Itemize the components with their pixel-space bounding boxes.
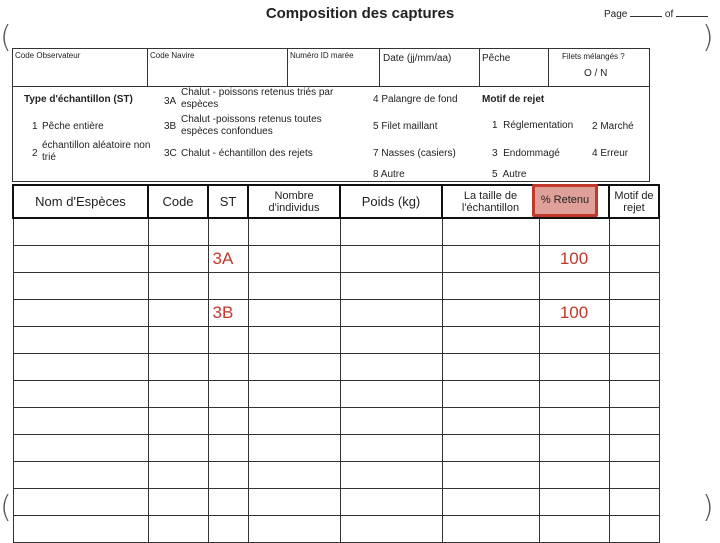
motif-2-label: Marché [600,121,634,132]
table-cell[interactable] [208,381,248,408]
motif-1-code: 1 [492,120,498,131]
table-cell[interactable] [609,246,659,273]
species-table [12,184,660,543]
oui-non-choice[interactable]: O / N [584,68,608,79]
table-cell[interactable] [208,516,248,543]
motif-1-label: Réglementation [503,120,574,131]
table-cell[interactable] [609,354,659,381]
table-row [13,435,659,462]
table-cell[interactable] [539,462,609,489]
table-cell[interactable] [13,489,148,516]
table-cell[interactable]: 3A [208,246,248,273]
table-cell[interactable] [609,516,659,543]
table-cell[interactable] [248,435,340,462]
peche-cell[interactable] [479,48,549,86]
table-cell[interactable] [248,246,340,273]
table-cell[interactable] [248,327,340,354]
page-label: Page [604,9,628,20]
sample-type-1-code: 1 [32,121,38,132]
table-cell[interactable] [148,273,208,300]
table-cell[interactable] [609,462,659,489]
table-cell[interactable] [442,246,539,273]
table-cell[interactable] [340,327,442,354]
st-3c-label: Chalut - échantillon des rejets [181,148,313,159]
table-cell[interactable] [340,218,442,246]
table-cell[interactable] [208,408,248,435]
table-row [13,246,659,273]
of-label: of [664,9,674,20]
table-cell[interactable] [442,435,539,462]
gear-8-code: 8 [373,169,379,180]
table-cell[interactable] [609,408,659,435]
table-row [13,218,659,246]
col-motif-rejet: Motif de rejet [609,185,659,218]
gear-5 [373,121,437,133]
table-cell[interactable] [248,516,340,543]
table-cell[interactable] [248,408,340,435]
table-cell[interactable] [13,327,148,354]
table-cell[interactable] [609,218,659,246]
motif-4-label: Erreur [600,148,629,159]
table-cell[interactable] [340,435,442,462]
table-cell[interactable] [442,273,539,300]
table-cell[interactable] [609,273,659,300]
motif-1 [492,120,573,132]
gear-7-code: 7 [373,148,379,159]
table-cell[interactable] [442,489,539,516]
date-cell[interactable] [379,48,480,86]
table-cell[interactable] [340,246,442,273]
sample-type-2-code: 2 [32,148,38,159]
table-cell[interactable] [442,354,539,381]
table-cell[interactable] [609,327,659,354]
table-cell[interactable] [13,300,148,327]
left-paren-bottom: ( [0,490,12,525]
table-cell[interactable] [208,273,248,300]
table-cell[interactable] [539,516,609,543]
gear-4-label: Palangre de fond [381,94,458,105]
peche-label: Pêche [482,53,511,64]
table-cell[interactable] [13,435,148,462]
table-row [13,489,659,516]
table-cell[interactable]: 100 [539,300,609,327]
table-cell[interactable] [609,381,659,408]
table-cell[interactable] [442,516,539,543]
gear-7-label: Nasses (casiers) [381,148,456,159]
gear-8 [373,169,405,181]
st-3c-code: 3C [164,148,177,159]
table-cell[interactable] [13,354,148,381]
code-observateur-cell[interactable] [12,48,148,86]
table-cell[interactable] [609,489,659,516]
table-cell[interactable] [539,435,609,462]
table-cell[interactable] [340,273,442,300]
table-row [13,408,659,435]
gear-5-code: 5 [373,121,379,132]
col-code: Code [148,185,208,218]
table-cell[interactable] [609,435,659,462]
table-cell[interactable] [148,435,208,462]
table-cell[interactable] [13,408,148,435]
sample-type-2-label: échantillon aléatoire non trié [42,140,151,163]
table-cell[interactable] [442,218,539,246]
col-nom-especes: Nom d'Espèces [13,185,148,218]
table-cell[interactable] [208,435,248,462]
table-cell[interactable] [340,408,442,435]
table-cell[interactable] [248,462,340,489]
table-row [13,273,659,300]
motif-3-code: 3 [492,148,498,159]
table-cell[interactable] [248,218,340,246]
gear-7 [373,148,456,160]
table-cell[interactable] [539,408,609,435]
table-cell[interactable] [148,408,208,435]
table-cell[interactable] [442,462,539,489]
motif-4 [592,148,628,160]
table-cell[interactable] [148,300,208,327]
table-cell[interactable] [208,462,248,489]
table-cell[interactable] [340,300,442,327]
motif-5 [492,169,526,181]
table-cell[interactable] [148,489,208,516]
table-cell[interactable]: 100 [539,246,609,273]
table-cell[interactable] [340,462,442,489]
table-cell[interactable] [13,462,148,489]
st-3a-label: Chalut - poissons retenus triés par espèces [181,87,334,110]
table-cell[interactable] [609,300,659,327]
table-cell[interactable]: 3B [208,300,248,327]
page-total-blank[interactable] [676,7,708,17]
sample-type-title: Type d'échantillon (ST) [24,94,133,105]
st-3b-label: Chalut -poissons retenus toutes espèces confondues [181,114,322,137]
gear-8-label: Autre [380,169,405,180]
table-cell[interactable] [13,273,148,300]
motif-5-label: Autre [502,169,527,180]
table-row [13,381,659,408]
page-number-info [604,7,708,20]
table-cell[interactable] [248,300,340,327]
motif-rejet-title: Motif de rejet [482,94,545,105]
table-cell[interactable] [539,489,609,516]
table-cell[interactable] [539,327,609,354]
motif-3-label: Endommagé [503,148,560,159]
table-row [13,327,659,354]
table-cell[interactable] [13,381,148,408]
motif-2-code: 2 [592,121,598,132]
col-taille-echantillon: La taille de l'échantillon [442,185,539,218]
motif-3 [492,148,560,160]
table-cell[interactable] [442,327,539,354]
gear-4-code: 4 [373,94,379,105]
table-cell[interactable] [208,327,248,354]
code-navire-cell[interactable] [147,48,288,86]
table-cell[interactable] [248,489,340,516]
table-body [13,218,659,543]
table-cell[interactable] [539,218,609,246]
table-cell[interactable] [208,354,248,381]
filets-melanges-cell[interactable] [548,48,650,86]
table-cell[interactable] [340,516,442,543]
table-cell[interactable] [442,408,539,435]
page-title: Composition des captures [265,5,455,22]
gear-5-label: Filet maillant [381,121,438,132]
table-cell[interactable] [248,273,340,300]
right-paren-top: ) [702,20,714,55]
motif-2 [592,121,634,133]
table-row [13,300,659,327]
table-cell[interactable] [442,300,539,327]
gear-4 [373,94,458,106]
table-cell[interactable] [208,218,248,246]
table-cell[interactable] [208,489,248,516]
table-row [13,516,659,543]
table-cell[interactable] [13,246,148,273]
table-cell[interactable] [148,246,208,273]
col-st: ST [208,185,248,218]
sample-type-1-label: Pêche entière [42,121,104,132]
table-cell[interactable] [248,381,340,408]
motif-5-code: 5 [492,169,498,180]
table-row [13,462,659,489]
st-3a-code: 3A [164,96,177,107]
left-paren-top: ( [0,20,12,55]
table-cell[interactable] [539,273,609,300]
col-nombre-individus: Nombre d'individus [248,185,340,218]
table-cell[interactable] [148,327,208,354]
table-row [13,354,659,381]
table-cell[interactable] [148,462,208,489]
table-cell[interactable] [539,381,609,408]
table-cell[interactable] [539,354,609,381]
col-poids: Poids (kg) [340,185,442,218]
date-label: Date (jj/mm/aa) [383,53,452,64]
code-observateur-label: Code Observateur [15,51,81,60]
table-cell[interactable] [340,489,442,516]
code-navire-label: Code Navire [150,51,195,60]
page-number-blank[interactable] [630,7,662,17]
right-paren-bottom: ) [702,490,714,525]
numero-maree-label: Numéro ID marée [290,51,354,60]
table-cell[interactable] [148,516,208,543]
table-cell[interactable] [13,218,148,246]
filets-melanges-label: Filets mélangés ? [562,52,625,61]
table-cell[interactable] [13,516,148,543]
table-cell[interactable] [248,354,340,381]
retenu-header-label: % Retenu [540,194,590,206]
table-cell[interactable] [340,381,442,408]
table-cell[interactable] [442,381,539,408]
table-cell[interactable] [148,218,208,246]
numero-maree-cell[interactable] [287,48,380,86]
motif-4-code: 4 [592,148,598,159]
table-cell[interactable] [148,354,208,381]
table-cell[interactable] [340,354,442,381]
table-cell[interactable] [148,381,208,408]
st-3b-code: 3B [164,121,177,132]
